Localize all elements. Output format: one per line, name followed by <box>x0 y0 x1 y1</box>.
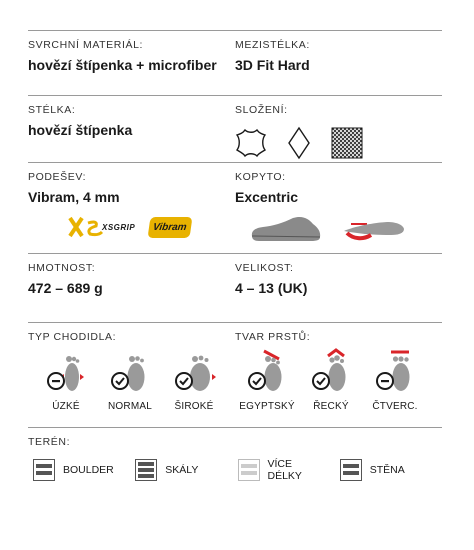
toe-shape-list <box>235 347 427 412</box>
terrain-wall-label: STĚNA <box>369 464 405 476</box>
last-label: KOPYTO: <box>235 171 286 183</box>
toe-greek-icon <box>307 347 355 399</box>
terrain-multipitch-label: VÍCE DÉLKY <box>267 458 302 482</box>
vibram-logo <box>148 217 192 238</box>
leather-icon <box>235 128 267 163</box>
sizes-spec <box>235 254 442 296</box>
outsole-logos <box>68 215 228 239</box>
upper-value: hovězí štípenka + microfiber <box>28 57 217 73</box>
toe-greek-caption: ŘECKÝ <box>313 401 349 412</box>
insole-label: STÉLKA: <box>28 104 76 116</box>
terrain-list <box>33 458 442 482</box>
foot-type-label: TYP CHODIDLA: <box>28 331 117 343</box>
weight-label: HMOTNOST: <box>28 262 96 274</box>
midsole-spec <box>235 31 442 73</box>
outsole-spec <box>28 163 228 239</box>
toe-greek <box>299 347 363 412</box>
wall-icon <box>340 459 362 481</box>
terrain-boulder-label: BOULDER <box>63 464 114 476</box>
foot-normal <box>98 347 162 412</box>
toe-square <box>363 347 427 412</box>
multipitch-icon <box>238 459 260 481</box>
rocks-icon <box>135 459 157 481</box>
upper-label: SVRCHNÍ MATERIÁL: <box>28 39 144 51</box>
terrain-rocks-label: SKÁLY <box>165 464 199 476</box>
last-profile-icon <box>341 213 407 248</box>
composition-spec <box>235 96 442 165</box>
xsgrip-text: XSGRIP <box>102 222 136 232</box>
toe-egyptian-icon <box>243 347 291 399</box>
terrain-boulder <box>33 459 135 481</box>
weight-spec <box>28 254 228 296</box>
row-weight <box>28 253 442 321</box>
outsole-label: PODEŠEV: <box>28 171 87 183</box>
foot-normal-caption: NORMAL <box>108 401 152 412</box>
toe-egyptian-caption: EGYPTSKÝ <box>239 401 295 412</box>
sizes-value: 4 – 13 (UK) <box>235 280 308 296</box>
midsole-value: 3D Fit Hard <box>235 57 310 73</box>
foot-type-list <box>34 347 226 412</box>
sizes-label: VELIKOST: <box>235 262 294 274</box>
toe-square-caption: ČTVERC. <box>372 401 418 412</box>
toe-egyptian <box>235 347 299 412</box>
xsgrip-logo <box>68 215 135 239</box>
foot-narrow <box>34 347 98 412</box>
composition-label: SLOŽENÍ: <box>235 104 288 116</box>
foot-narrow-icon <box>42 347 90 399</box>
row-outsole <box>28 162 442 252</box>
terrain-label: TERÉN: <box>28 436 71 448</box>
upper-spec <box>28 31 228 73</box>
outsole-value: Vibram, 4 mm <box>28 189 120 205</box>
row-insole <box>28 95 442 161</box>
insole-value: hovězí štípenka <box>28 122 133 138</box>
row-terrain <box>28 427 442 497</box>
mesh-icon <box>331 127 363 164</box>
foot-normal-icon <box>106 347 154 399</box>
toe-shape <box>235 323 442 343</box>
toe-square-icon <box>371 347 419 399</box>
insole-spec <box>28 96 228 138</box>
foot-wide-caption: ŠIROKÉ <box>174 401 214 412</box>
boulder-icon <box>33 459 55 481</box>
foot-wide-icon <box>170 347 218 399</box>
last-spec <box>235 163 442 248</box>
weight-value: 472 – 689 g <box>28 280 103 296</box>
composition-icons <box>235 126 442 165</box>
vibram-text: Vibram <box>152 221 188 233</box>
row-feet <box>28 322 442 426</box>
foot-wide <box>162 347 226 412</box>
row-materials <box>28 30 442 94</box>
shoe-side-icon <box>249 213 323 248</box>
terrain-rocks <box>135 459 237 481</box>
terrain-multipitch <box>238 458 340 482</box>
midsole-label: MEZISTÉLKA: <box>235 39 310 51</box>
toe-shape-label: TVAR PRSTŮ: <box>235 331 311 343</box>
synthetic-diamond-icon <box>287 126 311 165</box>
terrain-wall <box>340 459 442 481</box>
foot-narrow-caption: ÚZKÉ <box>52 401 80 412</box>
last-images <box>249 213 442 248</box>
foot-type <box>28 323 228 343</box>
last-value: Excentric <box>235 189 299 205</box>
